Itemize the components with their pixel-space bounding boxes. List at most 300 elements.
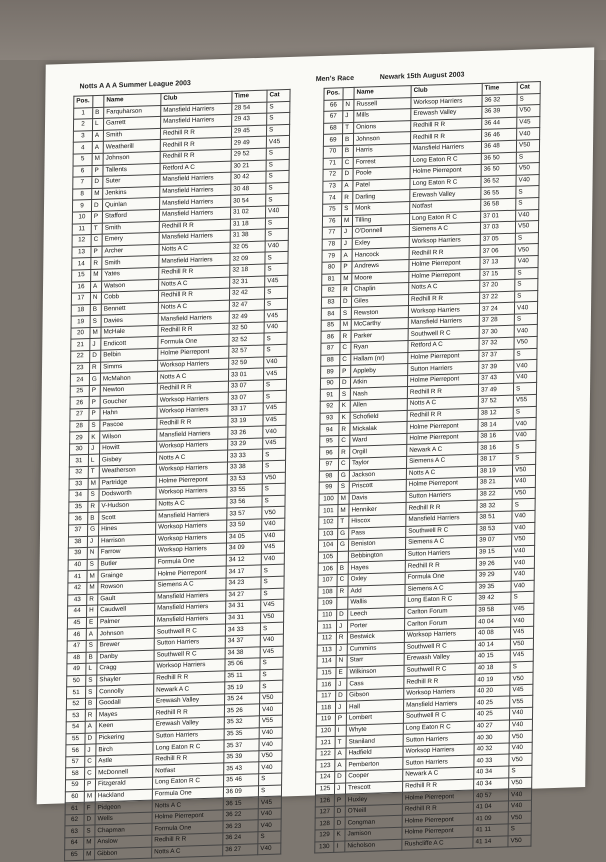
- name-cell: Johnson: [97, 627, 154, 640]
- cat-cell: S: [262, 495, 285, 507]
- time-cell: 32 49: [229, 310, 264, 323]
- cat-cell: V40: [511, 545, 534, 557]
- name-cell: Farrow: [98, 545, 155, 558]
- cat-cell: S: [263, 449, 286, 461]
- pos-cell: 54: [66, 721, 85, 733]
- cat-cell: S: [512, 499, 535, 511]
- time-cell: 38 17: [478, 453, 513, 466]
- initial-cell: [337, 597, 348, 609]
- club-cell: Redhill R R: [403, 779, 474, 793]
- cat-cell: V40: [516, 209, 539, 221]
- club-cell: Sutton Harriers: [403, 755, 474, 769]
- cat-cell: V40: [509, 707, 532, 719]
- pos-cell: 88: [321, 354, 340, 366]
- time-cell: 38 16: [478, 442, 513, 455]
- cat-cell: S: [514, 348, 537, 360]
- cat-cell: S: [260, 669, 283, 681]
- club-cell: Long Eaton R C: [153, 740, 224, 754]
- club-cell: Worksop Harriers: [409, 234, 480, 248]
- time-cell: 34 31: [226, 612, 261, 625]
- club-cell: Newark A C: [154, 682, 225, 696]
- pos-cell: 90: [320, 377, 339, 389]
- cat-cell: V40: [258, 819, 281, 831]
- pos-cell: 44: [68, 605, 87, 617]
- cat-cell: S: [517, 93, 540, 105]
- time-cell: 40 34: [474, 766, 509, 779]
- name-cell: Pidgeon: [95, 800, 152, 813]
- club-cell: Southwell R C: [408, 327, 479, 341]
- name-cell: Weatherill: [103, 140, 160, 153]
- time-cell: 37 05: [480, 233, 515, 246]
- pos-cell: 3: [73, 130, 92, 142]
- name-cell: Emery: [102, 233, 159, 246]
- club-cell: Mansfield Harriers: [155, 601, 226, 615]
- cat-cell: S: [267, 113, 290, 125]
- name-cell: Orgill: [350, 445, 407, 458]
- cat-cell: V45: [263, 414, 286, 426]
- time-cell: 36 52: [481, 175, 516, 188]
- name-cell: Farquharson: [104, 105, 161, 118]
- name-cell: Hallam (nr): [351, 352, 408, 365]
- cat-cell: V40: [517, 128, 540, 140]
- club-cell: Formula One: [152, 787, 223, 801]
- pos-cell: 33: [69, 478, 88, 490]
- time-cell: 34 09: [226, 542, 261, 555]
- initial-cell: D: [334, 806, 345, 818]
- time-cell: 28 54: [232, 102, 267, 115]
- cat-cell: S: [266, 182, 289, 194]
- club-cell: Long Eaton R C: [409, 211, 480, 225]
- time-cell: 34 17: [226, 565, 261, 578]
- pos-cell: 14: [72, 258, 91, 270]
- initial-cell: R: [85, 709, 96, 721]
- time-cell: 37 30: [479, 326, 514, 339]
- time-cell: 36 50: [481, 163, 516, 176]
- initial-cell: M: [87, 582, 98, 594]
- club-cell: Redhill R R: [410, 130, 481, 144]
- pos-cell: 20: [71, 327, 90, 339]
- club-cell: Notts A C: [406, 466, 477, 480]
- pos-cell: 1: [74, 107, 93, 119]
- pos-cell: 75: [323, 204, 342, 216]
- name-cell: Lombert: [346, 711, 403, 724]
- cat-cell: S: [510, 661, 533, 673]
- pos-cell: 55: [66, 733, 85, 745]
- cat-cell: V45: [261, 541, 284, 553]
- initial-cell: R: [91, 257, 102, 269]
- name-cell: Wilkinson: [347, 665, 404, 678]
- initial-cell: C: [342, 157, 353, 169]
- cat-cell: V50: [508, 812, 531, 824]
- club-cell: Redhill R R: [159, 265, 230, 279]
- pos-header: Pos.: [74, 96, 93, 108]
- club-cell: Carlton Forum: [405, 616, 476, 630]
- club-cell: Long Eaton R C: [403, 721, 474, 735]
- club-cell: Notfast: [410, 199, 481, 213]
- name-cell: Harris: [353, 144, 410, 157]
- initial-cell: J: [87, 536, 98, 548]
- pos-cell: 83: [321, 296, 340, 308]
- name-cell: Partridge: [99, 476, 156, 489]
- time-cell: 32 57: [229, 345, 264, 358]
- club-cell: Worksop Harriers: [156, 485, 227, 499]
- cat-cell: V45: [510, 649, 533, 661]
- club-cell: Mansfield Harriers: [408, 315, 479, 329]
- pos-cell: 119: [316, 713, 335, 725]
- cat-cell: S: [266, 124, 289, 136]
- cat-cell: S: [515, 279, 538, 291]
- cat-cell: V50: [261, 611, 284, 623]
- initial-header: [93, 95, 104, 107]
- name-cell: Rowson: [98, 580, 155, 593]
- initial-cell: M: [341, 273, 352, 285]
- pos-cell: 30: [69, 443, 88, 455]
- cat-cell: S: [260, 657, 283, 669]
- cat-cell: V40: [508, 788, 531, 800]
- name-cell: McDonnell: [96, 766, 153, 779]
- pos-cell: 107: [318, 574, 337, 586]
- initial-cell: M: [84, 837, 95, 849]
- time-cell: 33 56: [227, 496, 262, 509]
- initial-header: [343, 87, 354, 99]
- club-cell: Mansfield Harriers: [160, 196, 231, 210]
- time-cell: 33 29: [228, 438, 263, 451]
- initial-cell: K: [339, 400, 350, 412]
- cat-cell: S: [260, 622, 283, 634]
- time-cell: 32 05: [230, 241, 265, 254]
- name-cell: Tilling: [352, 213, 409, 226]
- cat-header: Cat: [267, 89, 290, 101]
- club-cell: Redhill R R: [408, 292, 479, 306]
- time-cell: 38 12: [478, 407, 513, 420]
- pos-cell: 72: [323, 169, 342, 181]
- name-cell: Priscott: [349, 480, 406, 493]
- time-cell: 36 44: [482, 117, 517, 130]
- initial-cell: T: [88, 466, 99, 478]
- name-cell: Scott: [99, 511, 156, 524]
- venue-date: Newark 15th August 2003: [379, 71, 465, 82]
- pos-cell: 26: [70, 397, 89, 409]
- club-cell: Notts A C: [159, 242, 230, 256]
- initial-cell: A: [90, 281, 101, 293]
- initial-cell: B: [337, 563, 348, 575]
- time-cell: 37 15: [480, 268, 515, 281]
- name-cell: Leech: [348, 607, 405, 620]
- club-cell: Southwell R C: [404, 663, 475, 677]
- time-cell: 35 46: [224, 774, 259, 787]
- pos-cell: 7: [73, 177, 92, 189]
- initial-cell: R: [90, 362, 101, 374]
- cat-cell: S: [516, 151, 539, 163]
- cat-cell: V55: [513, 394, 536, 406]
- time-cell: 29 45: [231, 125, 266, 138]
- initial-cell: B: [85, 698, 96, 710]
- cat-cell: V50: [509, 777, 532, 789]
- cat-cell: S: [516, 197, 539, 209]
- name-cell: Astle: [96, 754, 153, 767]
- pos-cell: 68: [324, 123, 343, 135]
- pos-cell: 115: [317, 667, 336, 679]
- cat-cell: S: [262, 483, 285, 495]
- results-table-left: [64, 89, 291, 862]
- club-cell: Holme Pierrepont: [409, 257, 480, 271]
- initial-cell: J: [343, 111, 354, 123]
- time-cell: 33 55: [227, 484, 262, 497]
- time-cell: 41 04: [473, 801, 508, 814]
- name-cell: Chaplin: [352, 283, 409, 296]
- cat-cell: V50: [512, 533, 535, 545]
- club-cell: Redhill R R: [405, 558, 476, 572]
- name-cell: Pascoe: [100, 418, 157, 431]
- initial-cell: C: [85, 756, 96, 768]
- initial-cell: A: [85, 721, 96, 733]
- club-cell: Holme Pierrepont: [410, 164, 481, 178]
- time-cell: 35 26: [224, 704, 259, 717]
- club-cell: Redhill R R: [409, 246, 480, 260]
- club-cell: Mansfield Harriers: [159, 207, 230, 221]
- cat-cell: V40: [513, 429, 536, 441]
- time-cell: 36 55: [481, 187, 516, 200]
- cat-cell: V40: [259, 704, 282, 716]
- name-cell: Onions: [354, 120, 411, 133]
- name-cell: Wells: [95, 812, 152, 825]
- club-cell: Worksop Harriers: [158, 358, 229, 372]
- pos-cell: 40: [68, 559, 87, 571]
- cat-cell: V40: [258, 808, 281, 820]
- club-cell: Mansfield Harriers: [156, 508, 227, 522]
- pos-cell: 106: [318, 563, 337, 575]
- initial-cell: A: [92, 142, 103, 154]
- time-cell: 38 14: [478, 418, 513, 431]
- time-cell: 39 58: [476, 604, 511, 617]
- cat-cell: S: [265, 263, 288, 275]
- time-cell: 41 09: [473, 812, 508, 825]
- initial-cell: M: [84, 848, 95, 860]
- cat-cell: S: [514, 313, 537, 325]
- cat-cell: S: [266, 147, 289, 159]
- club-cell: Retford A C: [408, 338, 479, 352]
- time-cell: 40 25: [474, 708, 509, 721]
- name-cell: Cummins: [347, 642, 404, 655]
- pos-cell: 95: [320, 435, 339, 447]
- time-cell: 32 18: [230, 264, 265, 277]
- name-cell: Butler: [98, 557, 155, 570]
- club-cell: Siemens A C: [407, 454, 478, 468]
- pos-cell: 101: [319, 505, 338, 517]
- cat-cell: V40: [514, 325, 537, 337]
- pos-cell: 53: [66, 710, 85, 722]
- cat-cell: V45: [263, 437, 286, 449]
- club-cell: Southwell R C: [403, 709, 474, 723]
- pos-cell: 94: [320, 424, 339, 436]
- cat-cell: V45: [510, 684, 533, 696]
- name-cell: Gault: [98, 592, 155, 605]
- pos-cell: 86: [321, 331, 340, 343]
- initial-cell: B: [88, 512, 99, 524]
- cat-cell: V45: [517, 116, 540, 128]
- initial-cell: M: [341, 215, 352, 227]
- time-cell: 34 23: [226, 577, 261, 590]
- cat-cell: S: [263, 379, 286, 391]
- time-cell: 34 12: [226, 554, 261, 567]
- time-cell: 32 50: [229, 322, 264, 335]
- initial-cell: B: [342, 134, 353, 146]
- time-cell: 37 52: [478, 395, 513, 408]
- time-header: Time: [232, 90, 267, 103]
- time-cell: 32 31: [230, 276, 265, 289]
- club-cell: Redhill R R: [411, 118, 482, 132]
- time-cell: 30 42: [231, 171, 266, 184]
- pos-cell: 49: [67, 663, 86, 675]
- club-cell: Notts A C: [156, 450, 227, 464]
- pos-cell: 124: [316, 771, 335, 783]
- initial-cell: C: [85, 767, 96, 779]
- initial-cell: D: [335, 771, 346, 783]
- cat-cell: S: [508, 823, 531, 835]
- cat-cell: V40: [511, 615, 534, 627]
- time-cell: 33 17: [228, 403, 263, 416]
- club-cell: Worksop Harriers: [154, 659, 225, 673]
- pos-cell: 104: [318, 540, 337, 552]
- time-cell: 34 27: [226, 588, 261, 601]
- initial-cell: M: [91, 269, 102, 281]
- name-cell: V-Hudson: [99, 499, 156, 512]
- time-cell: 39 42: [476, 592, 511, 605]
- name-cell: Pemberton: [346, 758, 403, 771]
- initial-cell: D: [339, 377, 350, 389]
- pos-cell: 80: [322, 262, 341, 274]
- initial-cell: J: [85, 744, 96, 756]
- cat-cell: S: [516, 186, 539, 198]
- pos-cell: 66: [324, 99, 343, 111]
- cat-cell: V45: [266, 136, 289, 148]
- name-cell: Suter: [103, 175, 160, 188]
- initial-cell: P: [84, 779, 95, 791]
- cat-cell: S: [266, 159, 289, 171]
- club-cell: Notts A C: [409, 280, 480, 294]
- pos-cell: 77: [322, 227, 341, 239]
- club-cell: Worksop Harriers: [408, 304, 479, 318]
- initial-cell: C: [338, 458, 349, 470]
- club-cell: Southwell R C: [406, 524, 477, 538]
- club-cell: Formula One: [155, 555, 226, 569]
- pos-cell: 47: [67, 640, 86, 652]
- initial-cell: S: [89, 420, 100, 432]
- name-cell: Stafford: [102, 209, 159, 222]
- pos-cell: 43: [68, 594, 87, 606]
- time-cell: 39 07: [477, 534, 512, 547]
- initial-cell: S: [340, 308, 351, 320]
- name-cell: Oxley: [348, 572, 405, 585]
- club-cell: Redhill R R: [160, 149, 231, 163]
- cat-cell: V50: [262, 472, 285, 484]
- name-cell: Wilson: [100, 430, 157, 443]
- pos-cell: 76: [322, 215, 341, 227]
- pos-cell: 13: [72, 246, 91, 258]
- club-cell: Siemens A C: [155, 578, 226, 592]
- cat-cell: S: [261, 576, 284, 588]
- cat-cell: V40: [260, 634, 283, 646]
- pos-cell: 73: [323, 180, 342, 192]
- club-cell: Notts A C: [156, 497, 227, 511]
- cat-cell: V40: [512, 476, 535, 488]
- pos-cell: 96: [320, 447, 339, 459]
- cat-cell: V45: [264, 310, 287, 322]
- name-cell: Smith: [103, 128, 160, 141]
- initial-cell: R: [337, 586, 348, 598]
- cat-cell: V50: [514, 336, 537, 348]
- time-cell: 40 25: [475, 696, 510, 709]
- name-cell: Henniker: [349, 503, 406, 516]
- initial-cell: D: [342, 169, 353, 181]
- name-cell: Palmer: [97, 615, 154, 628]
- time-cell: 40 33: [474, 754, 509, 767]
- time-cell: 35 39: [224, 751, 259, 764]
- name-cell: Hall: [346, 700, 403, 713]
- time-cell: 31 02: [230, 206, 265, 219]
- time-cell: 36 22: [223, 809, 258, 822]
- pos-cell: 17: [71, 293, 90, 305]
- name-cell: Schofield: [350, 410, 407, 423]
- club-cell: Sutton Harriers: [408, 361, 479, 375]
- club-cell: Holme Pierrepont: [407, 373, 478, 387]
- cat-cell: V40: [516, 174, 539, 186]
- name-cell: Davis: [349, 491, 406, 504]
- club-cell: Worksop Harriers: [404, 628, 475, 642]
- club-cell: Holme Pierrepont: [152, 810, 223, 824]
- time-cell: 33 07: [228, 391, 263, 404]
- initial-cell: N: [87, 547, 98, 559]
- time-cell: 37 20: [480, 279, 515, 292]
- name-cell: Fitzgerald: [95, 777, 152, 790]
- initial-cell: T: [335, 736, 346, 748]
- name-cell: McCarthy: [351, 317, 408, 330]
- time-cell: 29 49: [231, 136, 266, 149]
- pos-cell: 117: [317, 690, 336, 702]
- initial-cell: C: [340, 342, 351, 354]
- cat-cell: V45: [263, 402, 286, 414]
- cat-cell: S: [267, 101, 290, 113]
- initial-cell: R: [340, 331, 351, 343]
- initial-cell: G: [88, 524, 99, 536]
- time-cell: 38 19: [477, 465, 512, 478]
- time-cell: 33 38: [227, 461, 262, 474]
- initial-cell: I: [335, 725, 346, 737]
- time-cell: 32 52: [229, 333, 264, 346]
- initial-cell: J: [336, 644, 347, 656]
- time-cell: 37 06: [480, 245, 515, 258]
- time-cell: 33 07: [228, 380, 263, 393]
- initial-cell: C: [91, 234, 102, 246]
- time-cell: 35 32: [224, 716, 259, 729]
- name-cell: Weatherson: [99, 464, 156, 477]
- cat-cell: V45: [510, 626, 533, 638]
- initial-cell: M: [338, 493, 349, 505]
- name-cell: Whyte: [346, 723, 403, 736]
- cat-cell: V45: [265, 275, 288, 287]
- initial-cell: P: [334, 794, 345, 806]
- time-cell: 36 15: [223, 797, 258, 810]
- time-cell: 40 27: [474, 720, 509, 733]
- pos-cell: 126: [315, 795, 334, 807]
- time-cell: 40 18: [475, 662, 510, 675]
- name-cell: Cass: [347, 677, 404, 690]
- cat-cell: V40: [262, 518, 285, 530]
- time-cell: 36 58: [481, 198, 516, 211]
- time-cell: 34 31: [226, 600, 261, 613]
- name-header: Name: [104, 93, 161, 106]
- pos-cell: 64: [65, 837, 84, 849]
